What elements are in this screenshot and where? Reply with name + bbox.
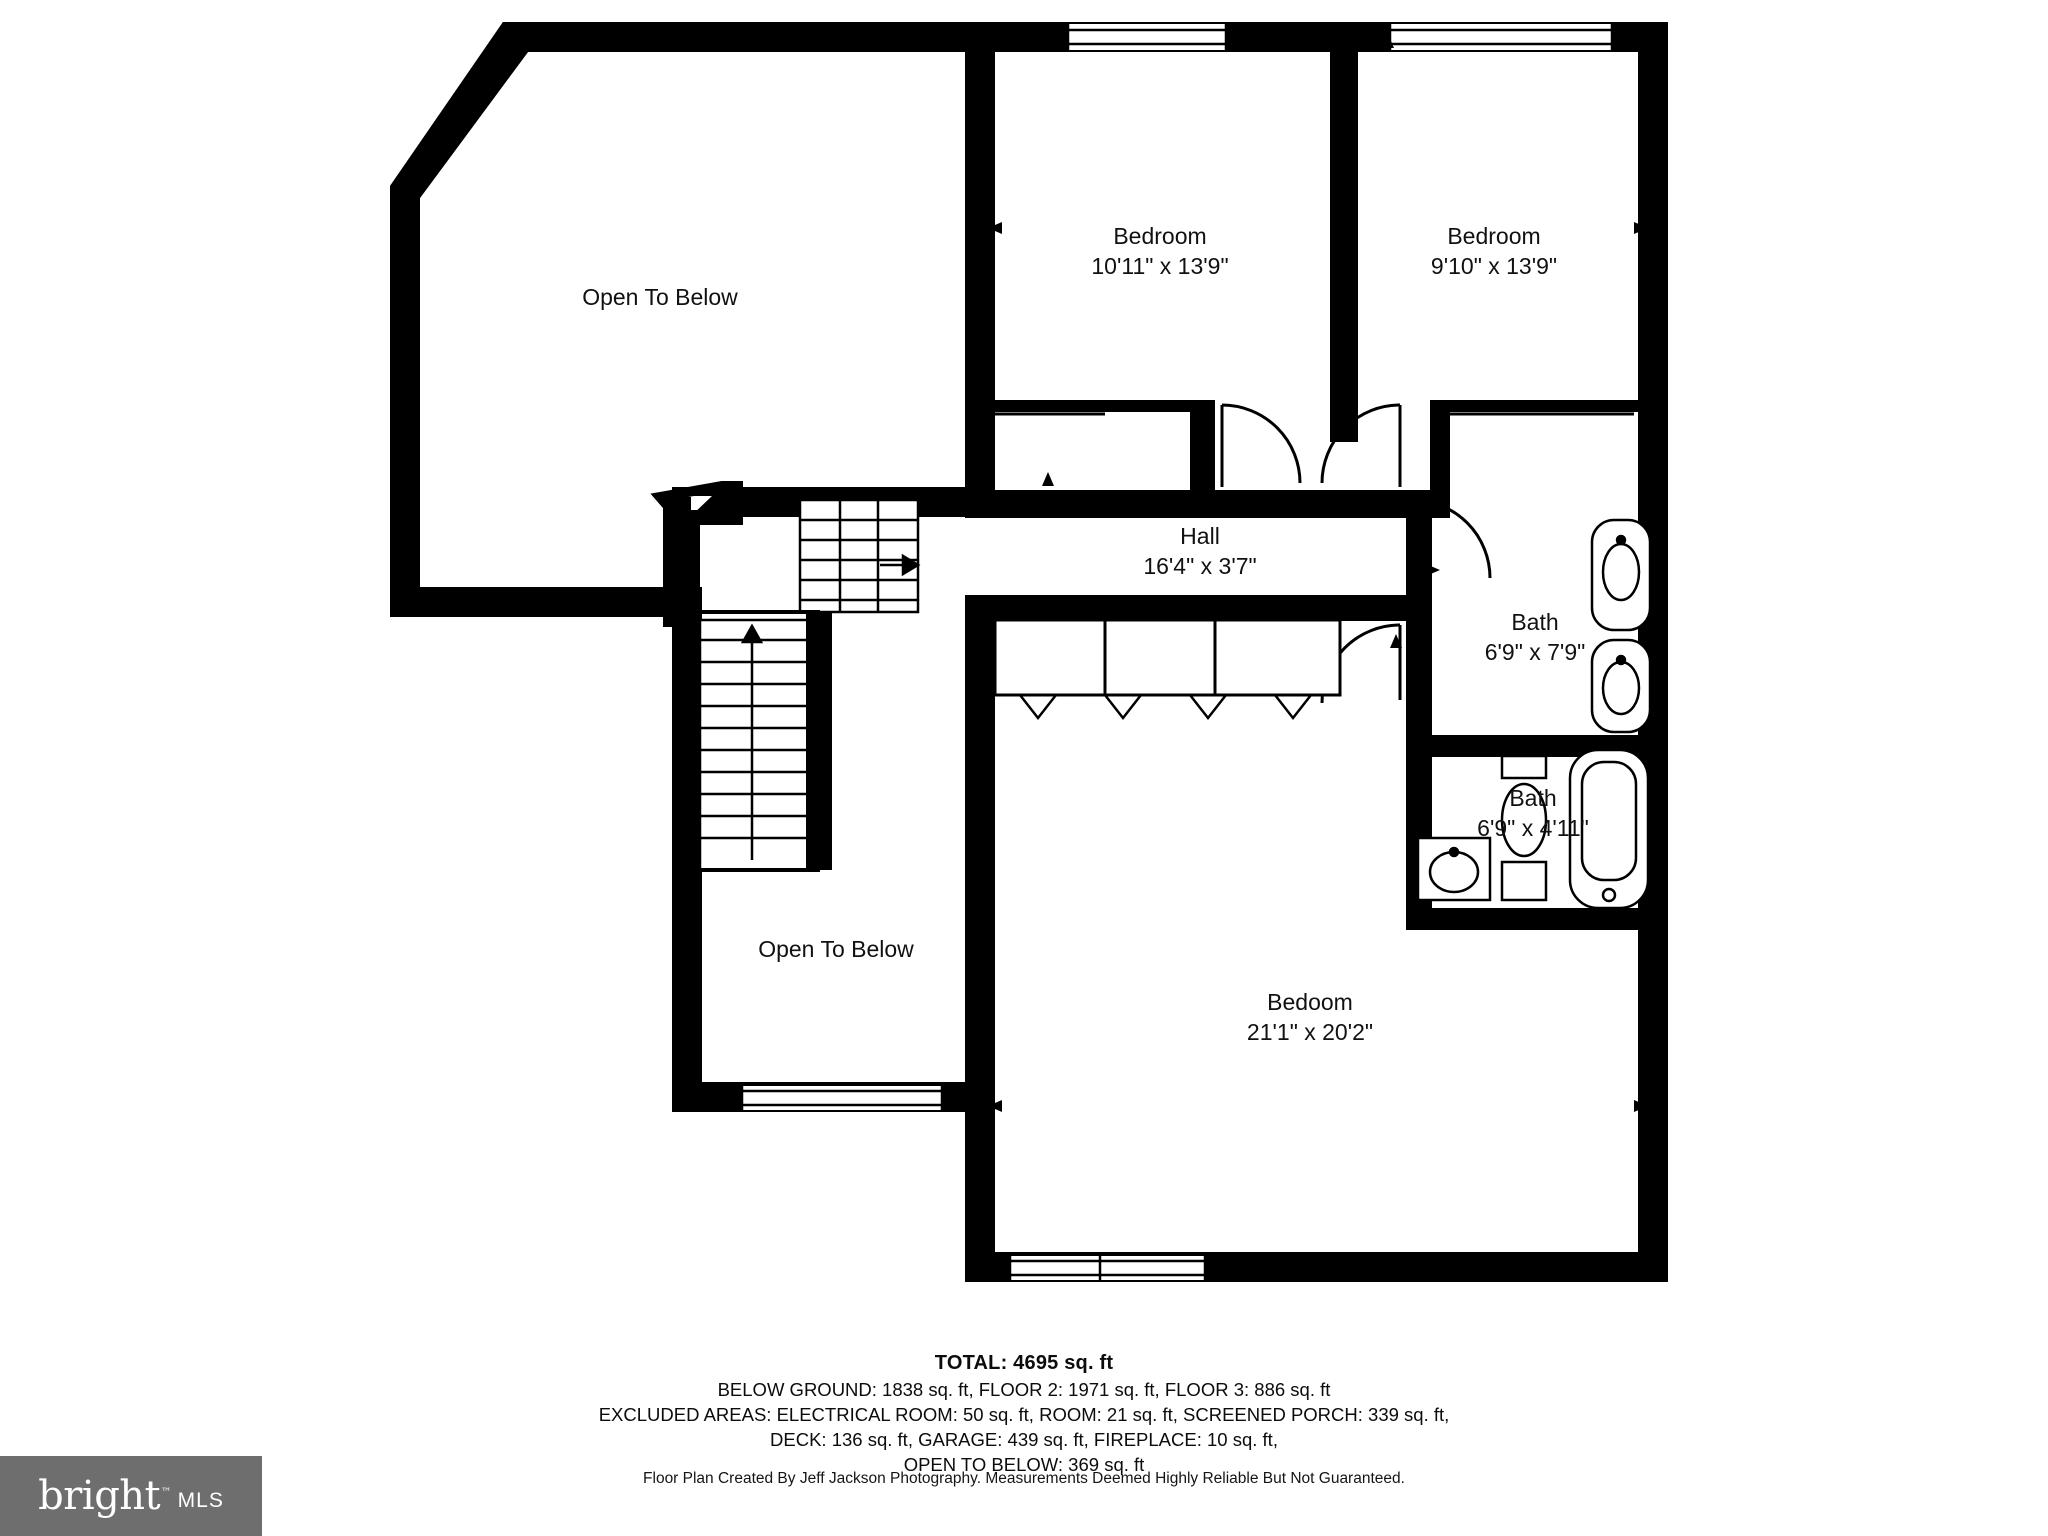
logo-text [38, 1473, 224, 1519]
total-area: TOTAL: 4695 sq. ft [934, 1352, 1114, 1374]
master-closet [995, 620, 1340, 718]
logo-brand: bright [38, 1473, 161, 1519]
logo-tm: ™ [161, 1487, 171, 1498]
area-breakdown-line-3: DECK: 136 sq. ft, GARAGE: 439 sq. ft, FIREPLACE: 10 sq. ft, [770, 1428, 1278, 1450]
stairs [700, 500, 918, 870]
room-dimensions: 10'11" x 13'9" [1091, 253, 1229, 279]
area-breakdown-line-2: EXCLUDED AREAS: ELECTRICAL ROOM: 50 sq. ft, ROOM: 21 sq. ft, SCREENED PORCH: 339 sq. ft, [598, 1403, 1450, 1425]
bright-mls-logo [0, 1456, 262, 1536]
room-name: Bath [1511, 609, 1559, 636]
room-dimensions: 21'1" x 20'2" [1246, 1019, 1374, 1045]
room-name: Bedoom [1267, 989, 1353, 1016]
room-dimensions: 9'10" x 13'9" [1430, 253, 1558, 279]
area-breakdown-line-1: BELOW GROUND: 1838 sq. ft, FLOOR 2: 1971 sq. ft, FLOOR 3: 886 sq. ft [717, 1379, 1331, 1400]
room-name: Open To Below [582, 284, 738, 311]
room-name: Open To Below [758, 936, 914, 963]
bath-1-fixtures [1592, 520, 1650, 732]
logo-suffix: MLS [177, 1489, 224, 1512]
room-dimensions: 6'9" x 7'9" [1484, 639, 1586, 665]
area-breakdown-line-4: OPEN TO BELOW: 369 sq. ft [903, 1453, 1145, 1475]
room-name: Bath [1509, 785, 1557, 812]
room-dimensions: 6'9" x 4'11" [1477, 815, 1589, 841]
room-name: Hall [1180, 523, 1220, 550]
area-summary [0, 1352, 2048, 1478]
room-dimensions: 16'4" x 3'7" [1143, 553, 1257, 579]
room-name: Bedroom [1113, 223, 1207, 250]
bath-2-fixtures [1418, 750, 1648, 908]
floor-plan-credit: Floor Plan Created By Jeff Jackson Photography. Measurements Deemed Highly Reliable But Not Guaranteed. [643, 1470, 1405, 1487]
room-name: Bedroom [1447, 223, 1541, 250]
